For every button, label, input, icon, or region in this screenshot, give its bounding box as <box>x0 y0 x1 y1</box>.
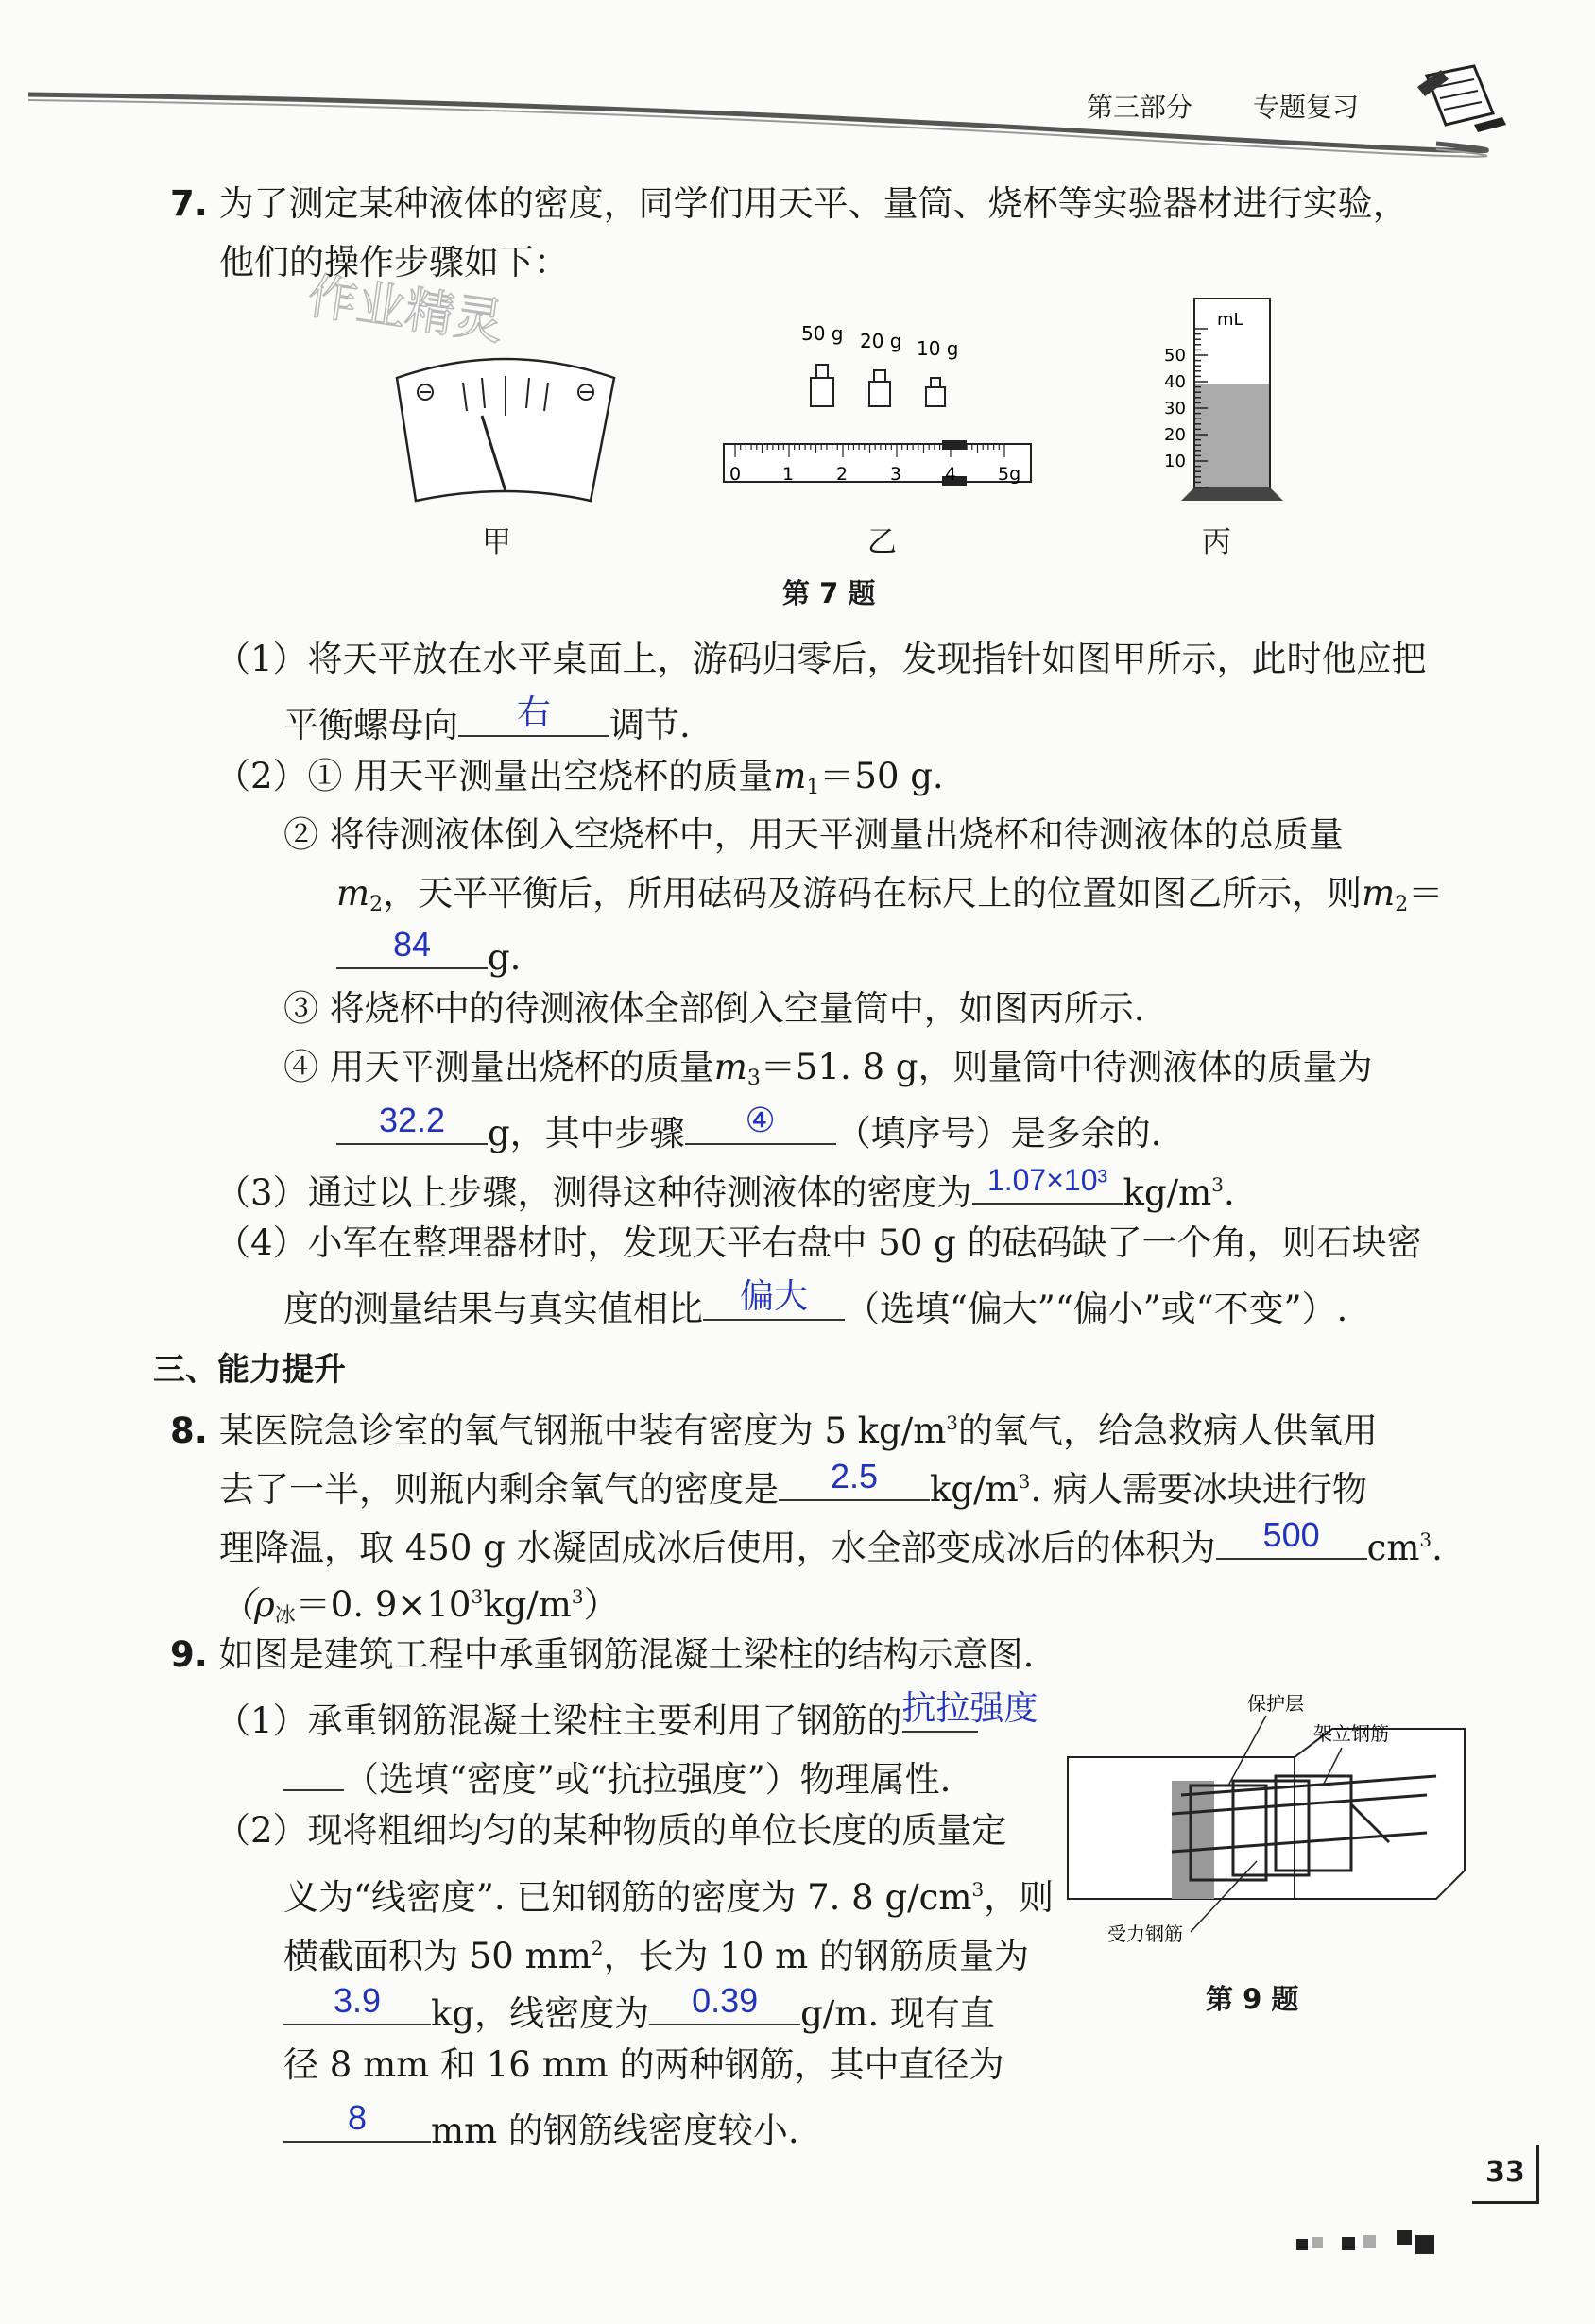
ruler-tick-5: 5g <box>998 464 1021 485</box>
q9-stem: 9. 如图是建筑工程中承重钢筋混凝土梁柱的结构示意图. <box>170 1634 1035 1675</box>
cyl-tick-50: 50 <box>1164 346 1186 366</box>
q7-caption: 第 7 题 <box>782 577 876 609</box>
fig9-frame-rebar: 架立钢筋 <box>1313 1722 1389 1745</box>
q7-part3: （3）通过以上步骤，测得这种待测液体的密度为 1.07×10³ $kg/m^3$. <box>215 1163 1235 1213</box>
q8-line2: 去了一半，则瓶内剩余氧气的密度是 2.5 $kg/m^3$. 病人需要冰块进行物 <box>219 1457 1367 1510</box>
q9-part1-blank-cont <box>283 1748 344 1791</box>
figure-jia-balance-dial <box>387 350 624 529</box>
q7-part3-blank[interactable] <box>972 1161 1123 1205</box>
q7-stem-line2: 他们的操作步骤如下： <box>219 242 569 282</box>
q7-part1-line1: （1）将天平放在水平桌面上，游码归零后，发现指针如图甲所示，此时他应把 <box>215 639 1427 679</box>
q7-part4-answer: 偏大 <box>739 1276 808 1315</box>
q7-part2-step1: （2）① 用天平测量出空烧杯的质量$m_1=50$ g. <box>215 756 944 799</box>
watermark: 作业精灵 <box>304 267 507 352</box>
q8-blank-density[interactable] <box>779 1458 930 1501</box>
q9-part2-line2: 义为“线密度”. 已知钢筋的密度为 7. 8 $g/cm^3$，则 <box>283 1877 1055 1918</box>
q9-part2-line1: （2）现将粗细均匀的某种物质的单位长度的质量定 <box>215 1810 1007 1851</box>
weight-20g-icon <box>869 370 890 406</box>
q8-answer-density: 2.5 <box>830 1457 879 1495</box>
ruler-tick-3: 3 <box>890 464 902 485</box>
q9-answer-diameter: 8 <box>347 2098 368 2137</box>
q9-part2-line5: 径 8 mm 和 16 mm 的两种钢筋，其中直径为 <box>283 2044 1004 2085</box>
q7-part2-answer-m2: 84 <box>392 925 432 964</box>
q7-part1-line2: 平衡螺母向 右 调节. <box>283 692 691 745</box>
weight-label-10g: 10 g <box>917 337 959 360</box>
q7-part2-step2-line3: 84 g. <box>336 926 521 983</box>
q7-part1-blank[interactable] <box>458 693 609 737</box>
q9-blank-linear-density[interactable] <box>649 1982 800 2025</box>
q7-part2-blank-m2[interactable] <box>336 926 488 969</box>
q7-part4-blank[interactable] <box>703 1277 845 1321</box>
q9-part1-answer: 抗拉强度 <box>901 1688 1038 1727</box>
q9-caption: 第 9 题 <box>1206 1983 1299 2015</box>
ruler-tick-1: 1 <box>782 464 795 485</box>
q8-line4: （$\rho_冰=0$. $9\times 10^3kg/m^3$） <box>219 1584 619 1628</box>
ruler <box>724 440 1031 486</box>
fig9-protect-layer: 保护层 <box>1247 1692 1304 1715</box>
cyl-tick-30: 30 <box>1164 399 1186 419</box>
q9-part1-line2: （选填“密度”或“抗拉强度”）物理属性. <box>283 1748 951 1804</box>
q7-number: 7. <box>170 183 208 224</box>
figure-bing-label: 丙 <box>1202 525 1231 559</box>
q8-line1: 8. 某医院急诊室的氧气钢瓶中装有密度为 5 $kg/m^3$的氧气，给急救病人供氧用 <box>170 1410 1379 1451</box>
q7-part1-answer: 右 <box>516 692 551 731</box>
figure-yi-weights-ruler <box>718 321 1039 510</box>
q7-part2-step3: ③ 将烧杯中的待测液体全部倒入空量筒中，如图丙所示. <box>283 988 1145 1029</box>
figure-bing-cylinder <box>1153 291 1285 508</box>
q9-part2-line3: 横截面积为 50 $mm^2$，长为 10 m 的钢筋质量为 <box>283 1936 1029 1976</box>
ruler-tick-0: 0 <box>729 464 742 485</box>
figure-9-beam <box>1049 1691 1493 1965</box>
cyl-tick-20: 20 <box>1164 425 1186 445</box>
weight-50g-icon <box>811 365 833 406</box>
q9-blank-mass[interactable] <box>283 1982 431 2025</box>
ruler-tick-2: 2 <box>836 464 849 485</box>
q7-part2-step2-line1: ② 将待测液体倒入空烧杯中，用天平测量出烧杯和待测液体的总质量 <box>283 814 1344 855</box>
page-number: 33 <box>1485 2156 1525 2189</box>
q9-part2-line6: 8 mm 的钢筋线密度较小. <box>283 2099 799 2156</box>
q7-part2-answer-mass: 32.2 <box>378 1101 446 1139</box>
ruler-tick-4: 4 <box>945 464 957 485</box>
figure-jia-label: 甲 <box>482 525 511 559</box>
q9-part1-blank[interactable] <box>901 1688 1038 1733</box>
weight-label-50g: 50 g <box>801 322 844 345</box>
q7-part2-step2-line2: $m_2$，天平平衡后，所用砝码及游码在标尺上的位置如图乙所示，则$m_2=$ <box>336 873 1444 916</box>
q7-part2-step4-line1: ④ 用天平测量出烧杯的质量$m_3=51$. 8 g，则量筒中待测液体的质量为 <box>283 1047 1373 1090</box>
q9-answer-mass: 3.9 <box>333 1981 382 2020</box>
q7-part4-line2: 度的测量结果与真实值相比 偏大 （选填“偏大”“偏小”或“不变”）. <box>283 1276 1348 1329</box>
q7-part2-answer-step: ④ <box>745 1101 776 1139</box>
q7-part2-step4-line2: 32.2 g，其中步骤 ④ （填序号）是多余的. <box>336 1102 1161 1158</box>
q7-part2-blank-mass[interactable] <box>336 1102 488 1145</box>
q9-blank-diameter[interactable] <box>283 2099 431 2143</box>
decorative-squares <box>1295 2224 1484 2262</box>
q7-part4-line1: （4）小军在整理器材时，发现天平右盘中 50 g 的砝码缺了一个角，则石块密 <box>215 1222 1422 1263</box>
cyl-unit: mL <box>1217 310 1243 330</box>
header-part: 第三部分 <box>1087 92 1193 123</box>
q9-answer-linear-density: 0.39 <box>692 1981 759 2020</box>
q8-blank-volume[interactable] <box>1216 1516 1367 1560</box>
header-topic: 专题复习 <box>1253 92 1360 123</box>
figure-yi-label: 乙 <box>867 525 897 559</box>
q7-part3-answer: 1.07×10³ <box>986 1163 1108 1197</box>
q7-stem-line1 <box>170 179 1408 229</box>
cyl-tick-40: 40 <box>1164 372 1186 392</box>
cyl-tick-10: 10 <box>1164 452 1186 471</box>
weight-label-20g: 20 g <box>860 330 902 352</box>
notebook-pencil-icon <box>1408 59 1512 144</box>
q8-answer-volume: 500 <box>1262 1515 1320 1554</box>
weight-10g-icon <box>926 378 945 406</box>
q9-part1-line1: （1）承重钢筋混凝土梁柱主要利用了钢筋的 抗拉强度 <box>215 1688 1038 1741</box>
q7-part2-blank-step[interactable] <box>685 1102 836 1145</box>
q7-stem: 为了测定某种液体的密度，同学们用天平、量筒、烧杯等实验器材进行实验， <box>218 183 1408 224</box>
q8-line3: 理降温，取 450 g 水凝固成冰后使用，水全部变成冰后的体积为 500 $cm^3$. <box>219 1515 1443 1568</box>
q9-part2-line4: 3.9 kg，线密度为 0.39 g/m. 现有直 <box>283 1982 995 2039</box>
section-heading: 三、能力提升 <box>153 1351 346 1389</box>
fig9-force-rebar: 受力钢筋 <box>1107 1922 1183 1945</box>
